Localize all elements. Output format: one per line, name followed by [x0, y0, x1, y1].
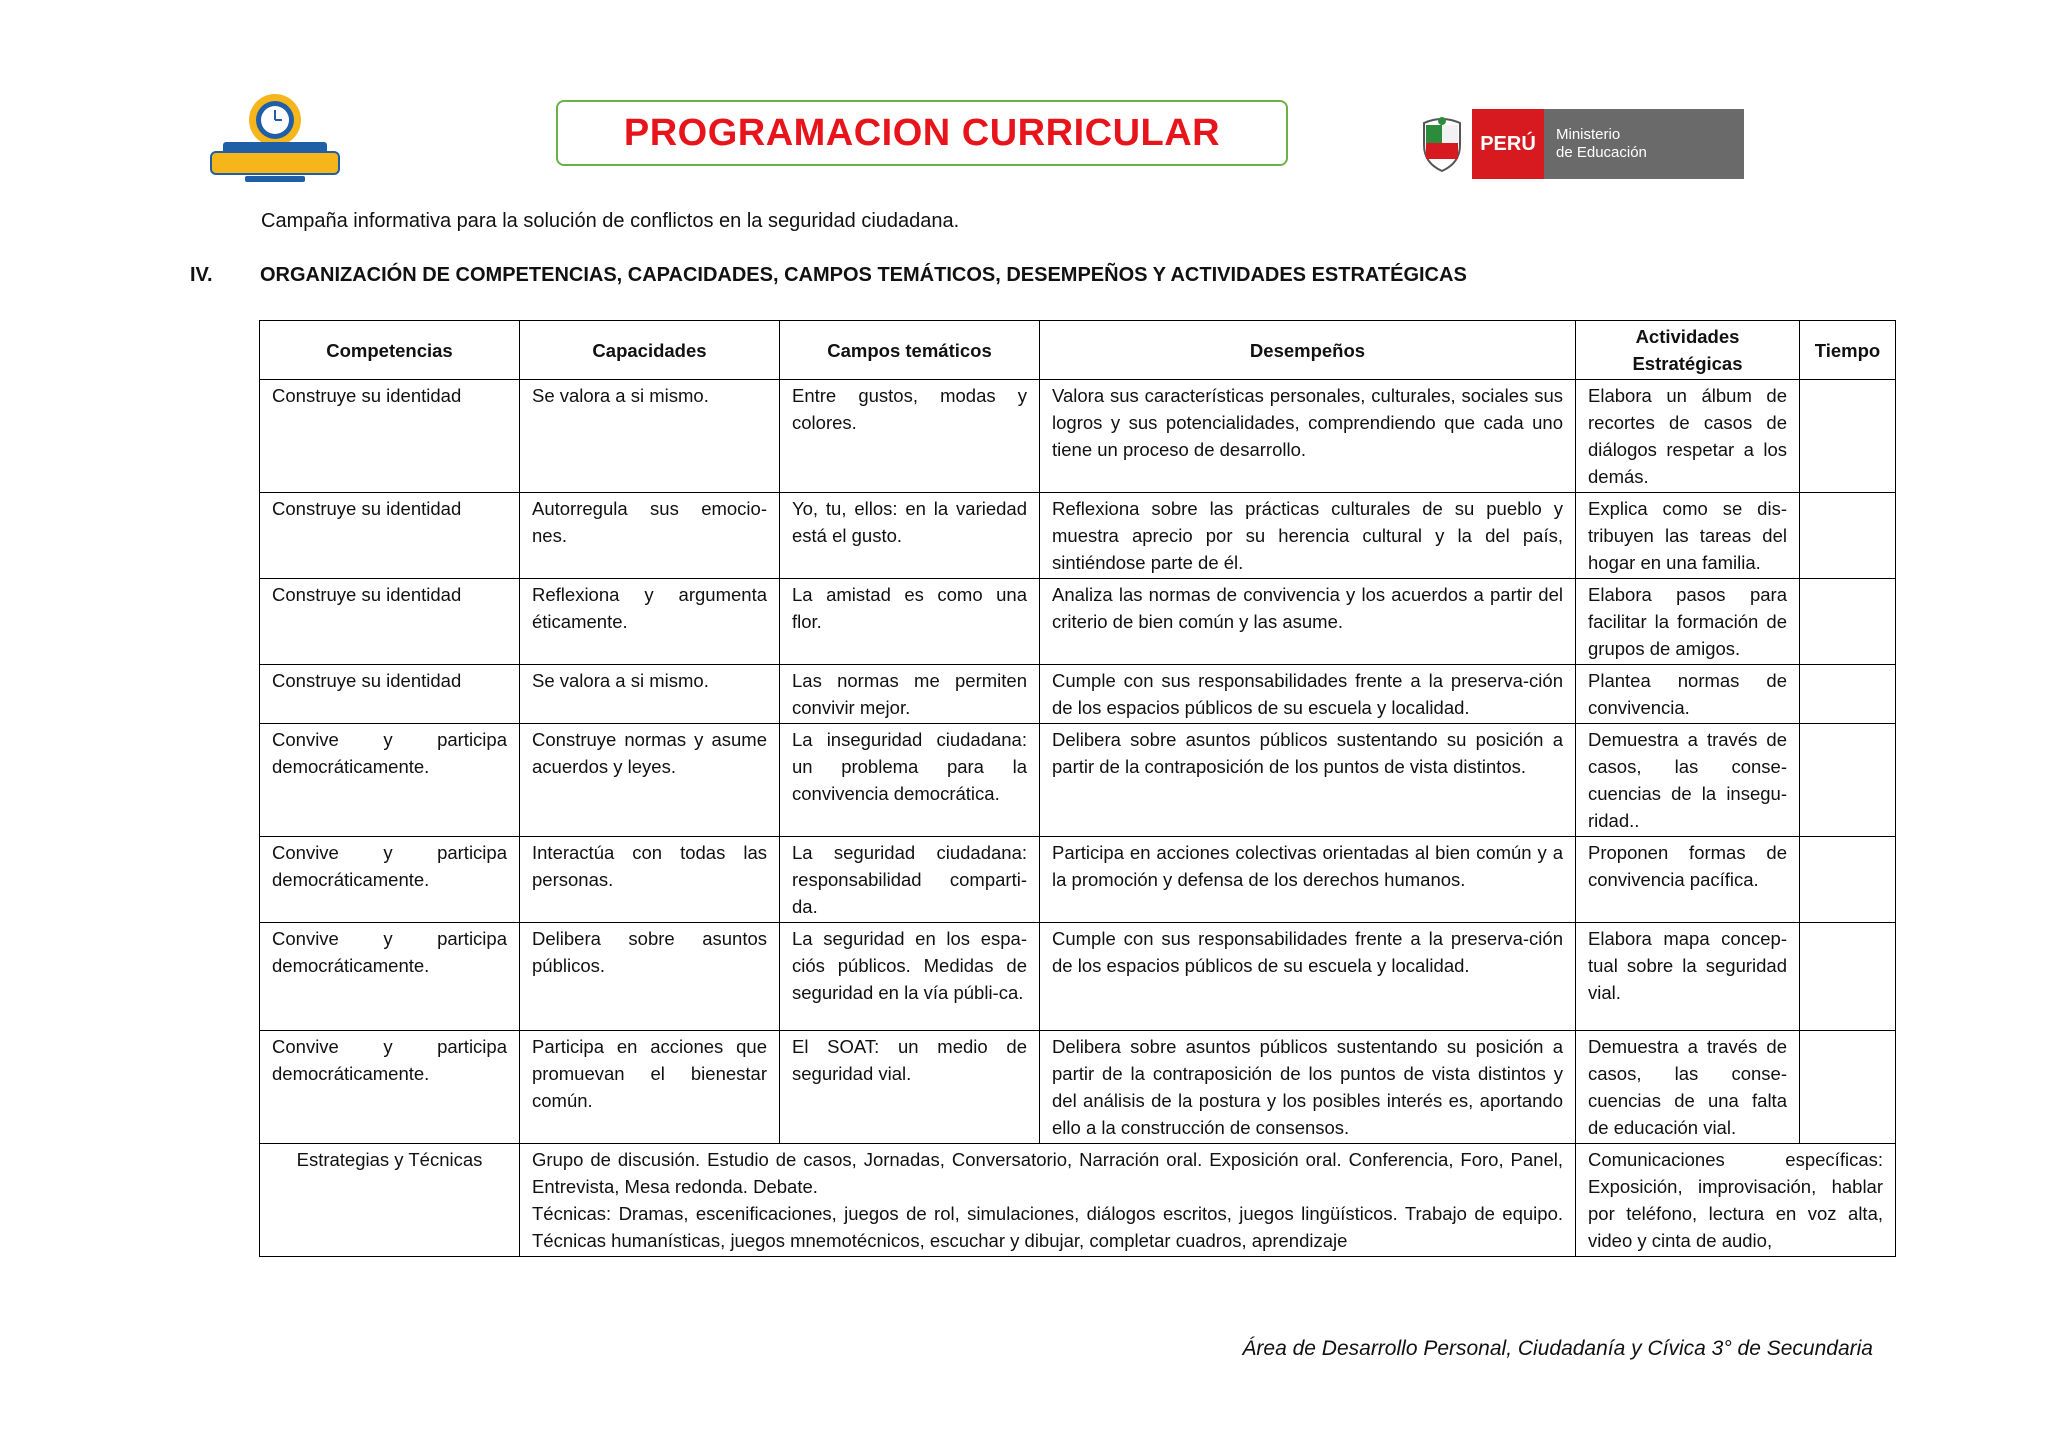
project-subtitle: Campaña informativa para la solución de conflictos en la seguridad ciudadana. — [261, 210, 960, 232]
cell-desempeno: Valora sus características personales, culturales, sociales sus logros y sus potencialidades, comprendiendo que cada uno tiene un proceso de desarrollo. — [1040, 380, 1576, 493]
cell-campo-tematico: Las normas me permiten convivir mejor. — [780, 665, 1040, 724]
ministerio-label — [1544, 109, 1744, 179]
cell-capacidad: Delibera sobre asuntos públicos. — [520, 923, 780, 1031]
cell-campo-tematico: Entre gustos, modas y colores. — [780, 380, 1040, 493]
header-tiempo: Tiempo — [1800, 321, 1896, 380]
ministerio-line-1: Ministerio — [1556, 126, 1621, 143]
cell-actividad: Proponen formas de convivencia pacífica. — [1576, 837, 1800, 923]
page-title: PROGRAMACION CURRICULAR — [623, 111, 1221, 154]
cell-campo-tematico: Yo, tu, ellos: en la variedad está el gusto. — [780, 493, 1040, 579]
cell-desempeno: Cumple con sus responsabilidades frente a la preserva-ción de los espacios públicos de su escuela y localidad. — [1040, 665, 1576, 724]
table-row — [260, 493, 1896, 579]
cell-actividad: Elabora pasos para facilitar la formación de grupos de amigos. — [1576, 579, 1800, 665]
cell-tiempo — [1800, 837, 1896, 923]
table-row — [260, 923, 1896, 1031]
cell-actividad: Plantea normas de convivencia. — [1576, 665, 1800, 724]
cell-tiempo — [1800, 579, 1896, 665]
strategies-text-line-2: Técnicas: Dramas, escenificaciones, juegos de rol, simulaciones, diálogos escritos, juegos lingüísticos. Trabajo de equipo. Técnicas humanísticas, juegos mnemotécnicos, escuchar y dibujar, completar cuadros, aprendizaje — [532, 1203, 1563, 1251]
peru-label: PERÚ — [1472, 109, 1544, 179]
cell-competencia: Convive y participa democráticamente. — [260, 1031, 520, 1144]
cell-actividad: Demuestra a través de casos, las conse-cuencias de la insegu-ridad.. — [1576, 724, 1800, 837]
jornada-escolar-completa-logo — [205, 90, 345, 186]
cell-campo-tematico: La seguridad ciudadana: responsabilidad comparti-da. — [780, 837, 1040, 923]
cell-capacidad: Se valora a si mismo. — [520, 380, 780, 493]
table-header-row — [260, 321, 1896, 380]
cell-desempeno: Cumple con sus responsabilidades frente a la preserva-ción de los espacios públicos de su escuela y localidad. — [1040, 923, 1576, 1031]
cell-capacidad: Interactúa con todas las personas. — [520, 837, 780, 923]
strategies-label: Estrategias y Técnicas — [260, 1144, 520, 1257]
table-row — [260, 724, 1896, 837]
cell-desempeno: Delibera sobre asuntos públicos sustentando su posición a partir de la contraposición de los puntos de vista distintos. — [1040, 724, 1576, 837]
page-footer: Área de Desarrollo Personal, Ciudadanía y Cívica 3° de Secundaria — [1242, 1337, 1873, 1360]
cell-competencia: Convive y participa democráticamente. — [260, 837, 520, 923]
strategies-side: Comunicaciones específicas: Exposición, improvisación, hablar por teléfono, lectura en voz alta, video y cinta de audio, — [1576, 1144, 1896, 1257]
header-competencias: Competencias — [260, 321, 520, 380]
header-capacidades: Capacidades — [520, 321, 780, 380]
strategies-text — [520, 1144, 1576, 1257]
strategies-row — [260, 1144, 1896, 1257]
section-heading — [190, 264, 1467, 287]
title-box — [556, 100, 1288, 166]
table-row — [260, 837, 1896, 923]
section-number: IV. — [190, 264, 213, 286]
cell-actividad: Demuestra a través de casos, las conse-cuencias de una falta de educación vial. — [1576, 1031, 1800, 1144]
cell-desempeno: Participa en acciones colectivas orientadas al bien común y a la promoción y defensa de los derechos humanos. — [1040, 837, 1576, 923]
cell-capacidad: Se valora a si mismo. — [520, 665, 780, 724]
table-row — [260, 1031, 1896, 1144]
header-actividades: Actividades Estratégicas — [1576, 321, 1800, 380]
cell-competencia: Construye su identidad — [260, 380, 520, 493]
header-desempenos: Desempeños — [1040, 321, 1576, 380]
cell-actividad: Elabora mapa concep-tual sobre la seguridad vial. — [1576, 923, 1800, 1031]
table-row — [260, 579, 1896, 665]
ministerio-educacion-logo — [1418, 108, 1744, 180]
cell-tiempo — [1800, 493, 1896, 579]
ministerio-line-2: de Educación — [1556, 144, 1647, 161]
table-row — [260, 380, 1896, 493]
cell-campo-tematico: El SOAT: un medio de seguridad vial. — [780, 1031, 1040, 1144]
cell-desempeno: Delibera sobre asuntos públicos sustentando su posición a partir de la contraposición de los puntos de vista distintos y del análisis de la postura y los posibles interés es, aportando ello a la construcción de consensos. — [1040, 1031, 1576, 1144]
cell-campo-tematico: La seguridad en los espa-ciós públicos. Medidas de seguridad en la vía públi-ca. — [780, 923, 1040, 1031]
cell-actividad: Explica como se dis-tribuyen las tareas del hogar en una familia. — [1576, 493, 1800, 579]
cell-campo-tematico: La inseguridad ciudadana: un problema para la convivencia democrática. — [780, 724, 1040, 837]
cell-competencia: Convive y participa democráticamente. — [260, 724, 520, 837]
curriculum-table — [259, 320, 1896, 1257]
cell-campo-tematico: La amistad es como una flor. — [780, 579, 1040, 665]
cell-competencia: Construye su identidad — [260, 665, 520, 724]
cell-competencia: Construye su identidad — [260, 493, 520, 579]
cell-capacidad: Construye normas y asume acuerdos y leyes. — [520, 724, 780, 837]
cell-tiempo — [1800, 380, 1896, 493]
cell-capacidad: Reflexiona y argumenta éticamente. — [520, 579, 780, 665]
cell-competencia: Convive y participa democráticamente. — [260, 923, 520, 1031]
strategies-text-line-1: Grupo de discusión. Estudio de casos, Jornadas, Conversatorio, Narración oral. Exposición oral. Conferencia, Foro, Panel, Entrevista, Mesa redonda. Debate. — [532, 1149, 1563, 1197]
cell-capacidad: Autorregula sus emocio-nes. — [520, 493, 780, 579]
cell-desempeno: Analiza las normas de convivencia y los acuerdos a partir del criterio de bien común y las asume. — [1040, 579, 1576, 665]
cell-tiempo — [1800, 665, 1896, 724]
table-row — [260, 665, 1896, 724]
header-campos-tematicos: Campos temáticos — [780, 321, 1040, 380]
peru-coat-of-arms-icon — [1418, 115, 1466, 173]
cell-tiempo — [1800, 923, 1896, 1031]
cell-competencia: Construye su identidad — [260, 579, 520, 665]
cell-actividad: Elabora un álbum de recortes de casos de diálogos respetar a los demás. — [1576, 380, 1800, 493]
cell-capacidad: Participa en acciones que promuevan el bienestar común. — [520, 1031, 780, 1144]
section-title: ORGANIZACIÓN DE COMPETENCIAS, CAPACIDADES, CAMPOS TEMÁTICOS, DESEMPEÑOS Y ACTIVIDADES ESTRATÉGICAS — [260, 264, 1467, 286]
cell-desempeno: Reflexiona sobre las prácticas culturales de su pueblo y muestra aprecio por su herencia cultural y la del país, sintiéndose parte de él. — [1040, 493, 1576, 579]
cell-tiempo — [1800, 1031, 1896, 1144]
cell-tiempo — [1800, 724, 1896, 837]
